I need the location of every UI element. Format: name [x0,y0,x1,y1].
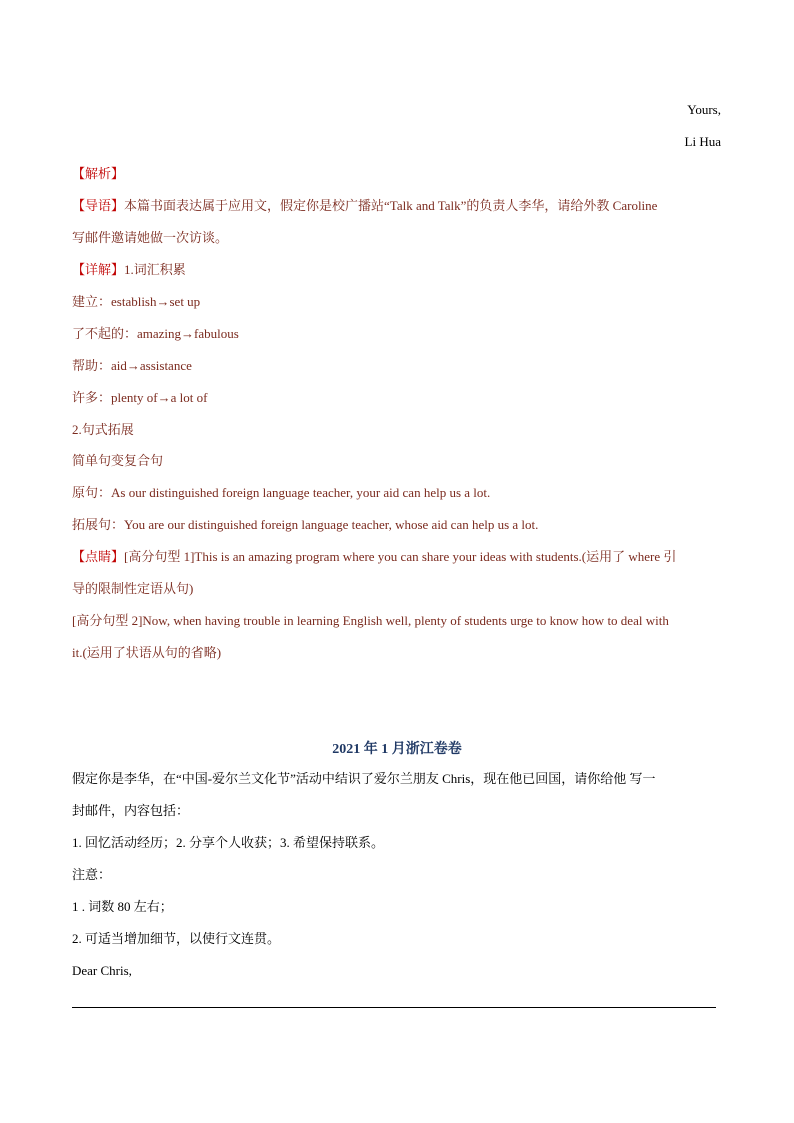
note-2: 2. 可适当增加细节，以使行文连贯。 [72,931,281,946]
writing-line [72,1007,716,1008]
salutation: Dear Chris, [72,963,132,978]
highlight-line-1 [72,548,676,566]
original-sentence: 原句：As our distinguished foreign language teacher, your aid can help us a lot. [72,485,491,500]
sentence-heading: 2.句式拓展 [72,422,134,437]
highlight-label: 【点睛】 [72,549,125,564]
vocab-item: 了不起的：amazing→fabulous [72,326,239,341]
detail-label: 【详解】 [72,262,125,277]
closing-yours: Yours, [687,102,721,117]
highlight-1-continued: 导的限制性定语从句) [72,581,194,596]
note-label: 注意： [72,867,112,882]
content-points: 1. 回忆活动经历；2. 分享个人收获；3. 希望保持联系。 [72,835,385,850]
expanded-sentence: 拓展句：You are our distinguished foreign language teacher, whose aid can help us a lot. [72,517,539,532]
detail-text: 1.词汇积累 [124,262,186,277]
guide-line-1 [72,197,657,215]
closing-name: Li Hua [684,134,721,149]
vocab-item: 帮助：aid→assistance [72,358,192,373]
highlight-1-text: [高分句型 1]This is an amazing program where you can share your ideas with students.(运用了 where 引 [124,549,677,564]
guide-label: 【导语】 [72,198,125,213]
highlight-2-text: [高分句型 2]Now, when having trouble in learning English well, plenty of students urge to know how to deal with [72,613,669,628]
detail-line [72,261,186,279]
prompt-line-1: 假定你是李华，在“中国-爱尔兰文化节”活动中结识了爱尔兰朋友 Chris，现在他已回国，请你给他 写一 [72,771,656,786]
vocab-item: 许多：plenty of→a lot of [72,390,208,405]
vocab-item: 建立：establish→set up [72,294,201,309]
exam-title: 2021 年 1 月浙江卷卷 [332,742,462,757]
prompt-line-2: 封邮件，内容包括： [72,803,190,818]
guide-text: 本篇书面表达属于应用文，假定你是校广播站“Talk and Talk”的负责人李华，请给外教 Caroline [124,198,658,213]
note-1: 1 . 词数 80 左右； [72,899,173,914]
analysis-header: 【解析】 [72,166,125,181]
guide-line-2: 写邮件邀请她做一次访谈。 [72,230,229,245]
sentence-subheading: 简单句变复合句 [72,453,164,468]
highlight-2-continued: it.(运用了状语从句的省略) [72,645,222,660]
